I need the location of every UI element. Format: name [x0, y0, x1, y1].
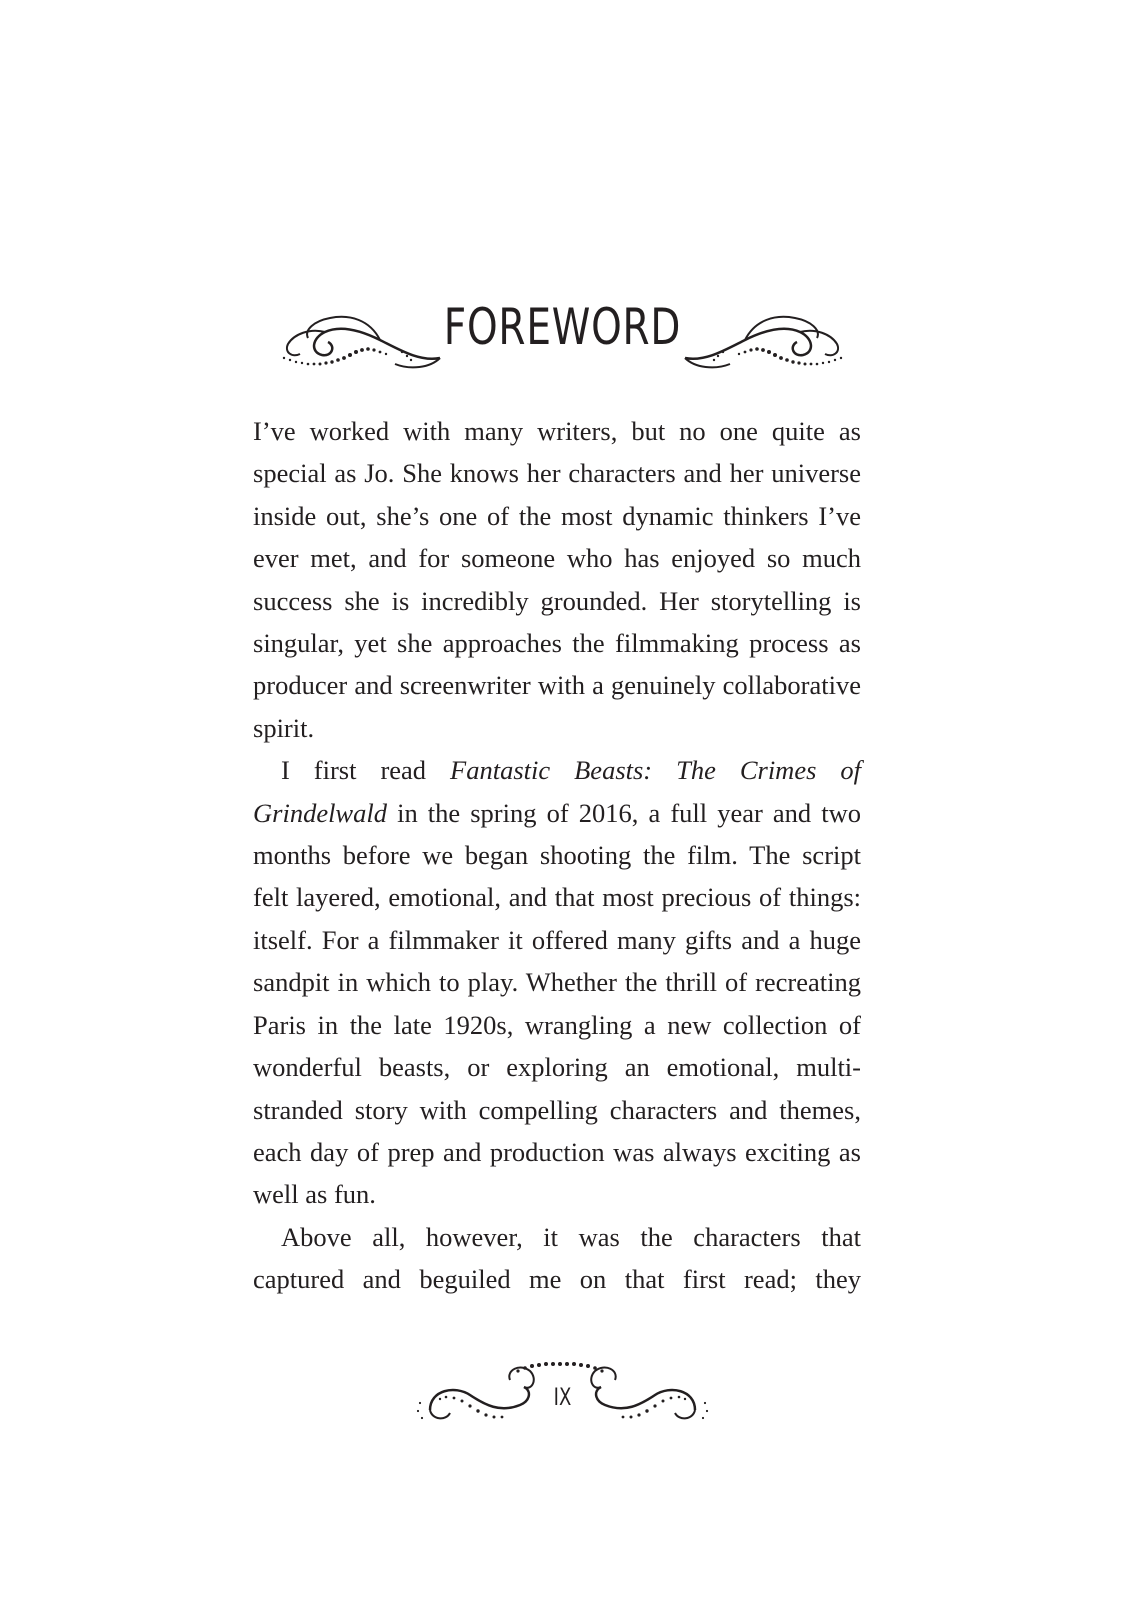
- paragraph-1: I’ve worked with many writers, but no one quite as special as Jo. She knows her characters and her universe inside out, she’s one of the most dynamic thinkers I’ve ever met, and for someone who has enjoyed so much success she is incredibly grounded. Her storytelling is singular, yet she approaches the filmmaking process as producer and screenwriter with a genuinely collaborative spirit.: [253, 416, 861, 743]
- paragraph-2-lead: I first read: [281, 755, 451, 786]
- chapter-header: [0, 290, 1125, 390]
- page-footer: [0, 1355, 1125, 1445]
- paragraph-3: Above all, however, it was the characters that captured and beguiled me on that first read; they: [253, 1221, 861, 1295]
- foreword-body: [253, 410, 861, 1301]
- book-title: Fantastic Beasts: The Crimes of Grindelwald: [253, 755, 861, 828]
- right-scroll-ornament: [680, 310, 845, 372]
- page-number: IX: [553, 1383, 572, 1411]
- paragraph-2-rest: in the spring of 2016, a full year and two months before we began shooting the film. The script felt layered, emotional, and that most precious of things: itself. For a filmmaker it offered many gifts and a huge sandpit in which to play. Whether the thrill of recreating Paris in the late 1920s, wrangling a new collection of wonderful beasts, or exploring an emotional, multi-stranded story with compelling characters and themes, each day of prep and production was always exciting as well as fun.: [253, 797, 861, 1210]
- chapter-title: FOREWORD: [443, 298, 682, 356]
- paragraph-2: [253, 749, 861, 1215]
